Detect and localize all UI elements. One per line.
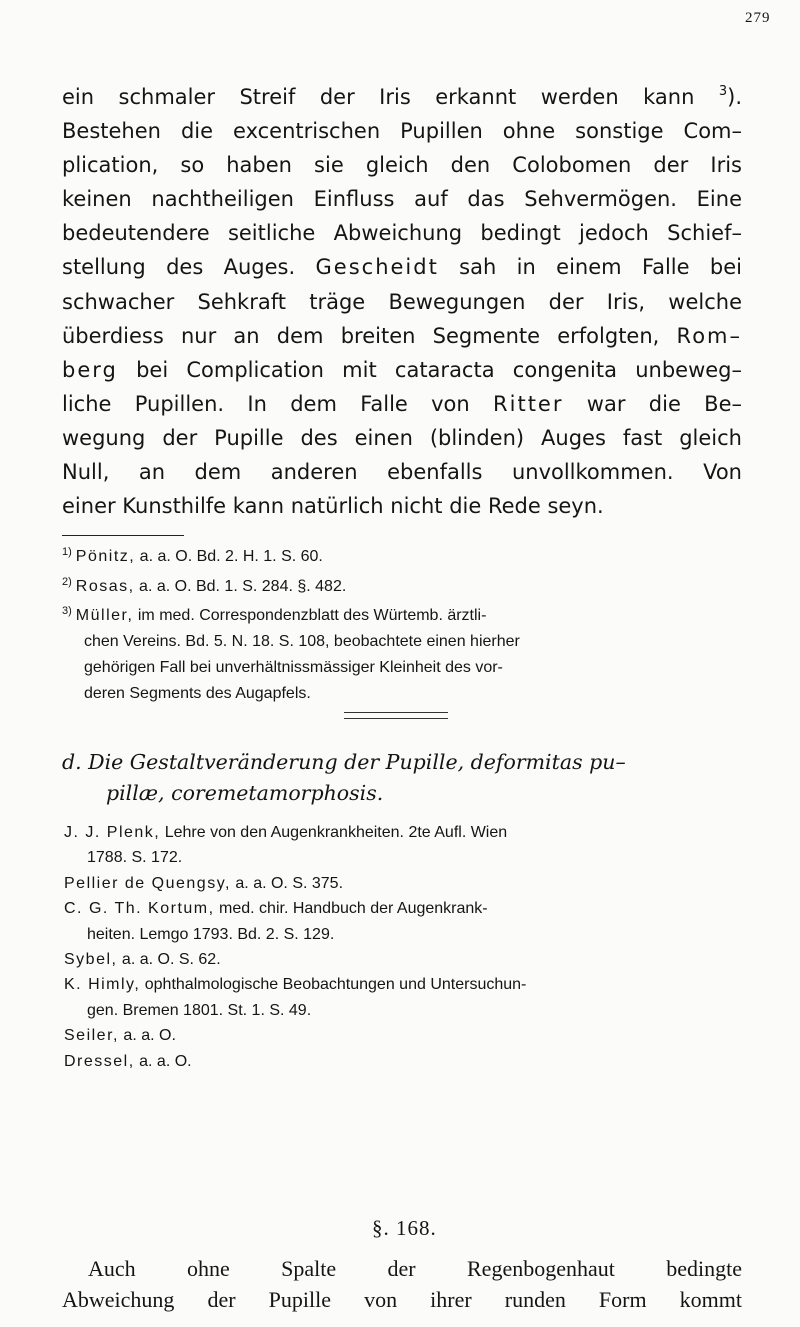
text-line: wegung der Pupille des einen (blinden) Auges fast gleich [62,425,742,450]
text-line: überdiess nur an dem breiten Segmente erfolgten, Rom– [62,323,742,348]
text-line: Abweichung der Pupille von ihrer runden Form kommt [62,1287,742,1312]
footnote: $^{2)}$ Rosas, a. a. O. Bd. 1. S. 284. §. 482. [62,575,347,595]
section-heading [62,747,742,809]
footnotes [62,540,732,706]
footnote: $^{3)}$ Müller, im med. Correspondenzblatt des Würtemb. ärztli- chen Vereins. Bd. 5. N. 18. S. 108, beobachtete einen hierher gehörigen Fall bei unverhältnissmässiger Kleinheit des vor- deren Segments des Augapfels. [62,599,732,706]
text-line: plication, so haben sie gleich den Colobomen der Iris [62,153,742,178]
author-name: J. J. Plenk, [64,824,161,841]
author-name: C. G. Th. Kortum, [64,900,215,918]
author-name: Müller, [75,607,134,625]
author-name: Pönitz, [75,548,136,565]
author-name: Ritter [493,391,564,416]
text-line: berg bei Complication mit cataracta congenita unbeweg– [62,357,742,382]
reference-item: C. G. Th. Kortum, med. chir. Handbuch der Augenkrank- heiten. Lemgo 1793. Bd. 2. S. 129. [64,900,488,943]
author-name: Rom– [676,323,742,348]
text-line: Null, an dem anderen ebenfalls unvollkommen. Von [62,460,742,485]
text-line: Auch ohne Spalte der Regenbogenhaut bedingte [88,1256,742,1281]
reference-item: Dressel, a. a. O. [64,1052,192,1070]
footnote-divider [62,535,184,536]
text-line: ein schmaler Streif der Iris erkannt werden kann $^3$). [62,84,742,109]
author-name: Seiler, [64,1027,119,1045]
reference-item: Pellier de Quengsy, a. a. O. S. 375. [64,874,344,892]
text-line: einer Kunsthilfe kann natürlich nicht die Rede seyn. [62,494,604,519]
footnote-mark: 2) [62,575,72,588]
footnote: $^{1)}$ Pönitz, a. a. O. Bd. 2. H. 1. S. 60. [62,546,323,565]
footnote-mark: 3) [62,605,72,618]
text-line: Bestehen die excentrischen Pupillen ohne sonstige Com– [62,119,742,144]
heading-line: d. Die Gestaltveränderung der Pupille, deformitas pu– [62,750,626,774]
reference-item: K. Himly, ophthalmologische Beobachtungen und Untersuchun- gen. Bremen 1801. St. 1. S. 49. [64,976,527,1019]
footnote-ref: 3 [718,84,728,99]
text-line: liche Pupillen. In dem Falle von Ritter war die Be– [62,391,742,416]
reference-item: Sybel, a. a. O. S. 62. [64,951,221,969]
author-name: berg [62,357,118,382]
text-line: bedeutendere seitliche Abweichung bedingt jedoch Schief– [62,221,742,246]
author-name: Gescheidt [315,255,439,280]
reference-item: J. J. Plenk, Lehre von den Augenkrankheiten. 2te Aufl. Wien 1788. S. 172. [64,824,508,867]
footnote-mark: 1) [62,546,72,558]
heading-line: pillæ, coremetamorphosis. [106,781,384,805]
footnote-continuation: chen Vereins. Bd. 5. N. 18. S. 108, beobachtete einen hierher [84,633,520,651]
author-name: Rosas, [75,577,135,595]
author-name: Pellier de Quengsy, [64,874,231,892]
footnote-continuation: gehörigen Fall bei unverhältnissmässiger Kleinheit des vor- [84,658,503,676]
text-line: stellung des Auges. Gescheidt sah in einem Falle bei [62,255,742,280]
reference-list [64,820,736,1074]
author-name: K. Himly, [64,976,141,994]
reference-item: Seiler, a. a. O. [64,1027,176,1045]
footnote-continuation: deren Segments des Augapfels. [84,684,311,702]
text-line: keinen nachtheiligen Einfluss auf das Sehvermögen. Eine [62,187,742,212]
closing-paragraph [62,1253,742,1315]
author-name: Sybel, [64,951,118,969]
section-divider [344,712,448,719]
main-paragraph [62,80,742,523]
paragraph-number: §. 168. [372,1216,437,1240]
author-name: Dressel, [64,1052,135,1070]
text-line: schwacher Sehkraft träge Bewegungen der Iris, welche [62,289,742,314]
page-number: 279 [745,10,771,26]
